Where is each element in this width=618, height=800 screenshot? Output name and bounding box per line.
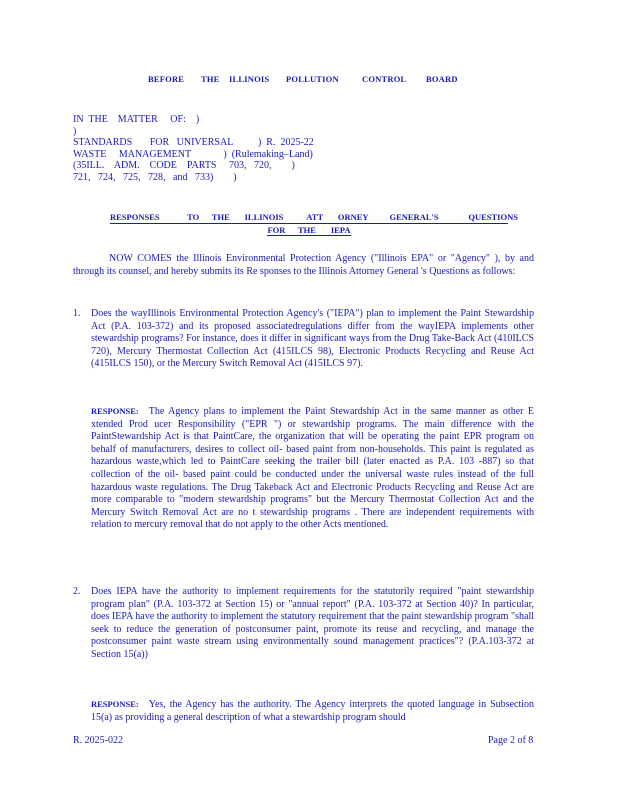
question-1-text: Does the wayIllinois Environmental Protection Agency's ("IEPA") plan to implement the Paint Stewardship Act (P.A. 103-372) and its proposed associatedregulations differ from the wayIEPA implements other stewardship programs? For instance, does it differ in significant ways from the Drug Take-Back Act (410ILCS 720), Mercury Thermostat Collection Act (415ILCS 98), Electronic Products Recycling and Reuse Act (415ILCS 150), or the Mercury Switch Removal Act (415ILCS 97). xyxy=(91,308,534,370)
caption-line: (35ILL. ADM. CODE PARTS 703, 720, ) xyxy=(73,160,295,171)
header-word: ILLINOIS xyxy=(229,74,270,84)
case-caption xyxy=(73,114,314,183)
header-word: BOARD xyxy=(426,74,458,84)
intro-paragraph: NOW COMES the Illinois Environmental Protection Agency ("Illinois EPA" or "Agency" ), by and through its counsel, and hereby submits its Re sponses to the Illinois Attorney General 's Questions as follows: xyxy=(73,253,534,277)
caption-line: 721, 724, 725, 728, and 733) ) xyxy=(73,171,237,183)
question-number: 2. xyxy=(73,586,81,597)
question-2-text: Does IEPA have the authority to implement requirements for the statutorily required "paint stewardship program plan" (P.A. 103-372 at Section 15) or "annual report" (P.A. 103-372 at Section 40)? In particular, does IEPA have the authority to implement the statutory requirement that the paint stewardship program "shall seek to reduce the generation of postconsumer paint, promote its reuse and recycling, and manage the postconsumer paint waste stream using environmentally sound management practices"? (P.A.103-372 at Section 15(a)) xyxy=(91,586,534,660)
header-word: CONTROL xyxy=(362,74,407,84)
question-number: 1. xyxy=(73,308,81,319)
response-label: RESPONSE: xyxy=(91,699,139,709)
response-2-text: Yes, the Agency has the authority. The Agency interprets the quoted language in Subsection 15(a) as providing a general description of what a stewardship program should xyxy=(91,699,534,723)
caption-line: STANDARDS FOR UNIVERSAL ) R. 2025-22 xyxy=(73,137,314,148)
caption-line: WASTE MANAGEMENT ) (Rulemaking–Land) xyxy=(73,148,313,160)
response-2 xyxy=(91,698,534,724)
response-label: RESPONSE: xyxy=(91,406,139,416)
responses-title-line2: FOR THE IEPA xyxy=(267,225,351,235)
header-word: BEFORE xyxy=(148,74,185,84)
caption-line: IN THE MATTER OF: ) xyxy=(73,114,200,125)
responses-title-line1: RESPONSES TO THE ILLINOIS ATT ORNEY GENERAL'S QUESTIONS xyxy=(110,212,518,222)
footer-page-number: Page 2 of 8 xyxy=(488,735,534,746)
header-word: POLLUTION xyxy=(286,74,339,84)
footer-docket: R. 2025-022 xyxy=(73,735,123,746)
response-1-text: The Agency plans to implement the Paint Stewardship Act in the same manner as other E xtended Prod ucer Responsibility ("EPR ") or stewardship programs. The main difference with the PaintStewardship Act is that PaintCare, the organization that will be operating the paint EPR program on behalf of manufacturers, desires to collect oil- based paint from non-households. This paint is regulated as hazardous waste,which led to PaintCare seeking the trailer bill (later enacted as P.A. 103 -887) so that collection of the oil- based paint could be conducted under the universal waste rules instead of the full hazardous waste regulations. The Drug Takeback Act and Electronic Products Recycling and Reuse Act are more comparable to "modern stewardship programs" but the Mercury Thermostat Collection Act and the Mercury Switch Removal Act are no t stewardship programs . There are independent requirements with relation to mercury removal that do not apply to the other Acts mentioned. xyxy=(91,406,534,531)
response-1 xyxy=(91,405,534,532)
caption-line: ) xyxy=(73,125,77,137)
responses-title xyxy=(110,212,518,235)
header-word: THE xyxy=(201,74,220,84)
